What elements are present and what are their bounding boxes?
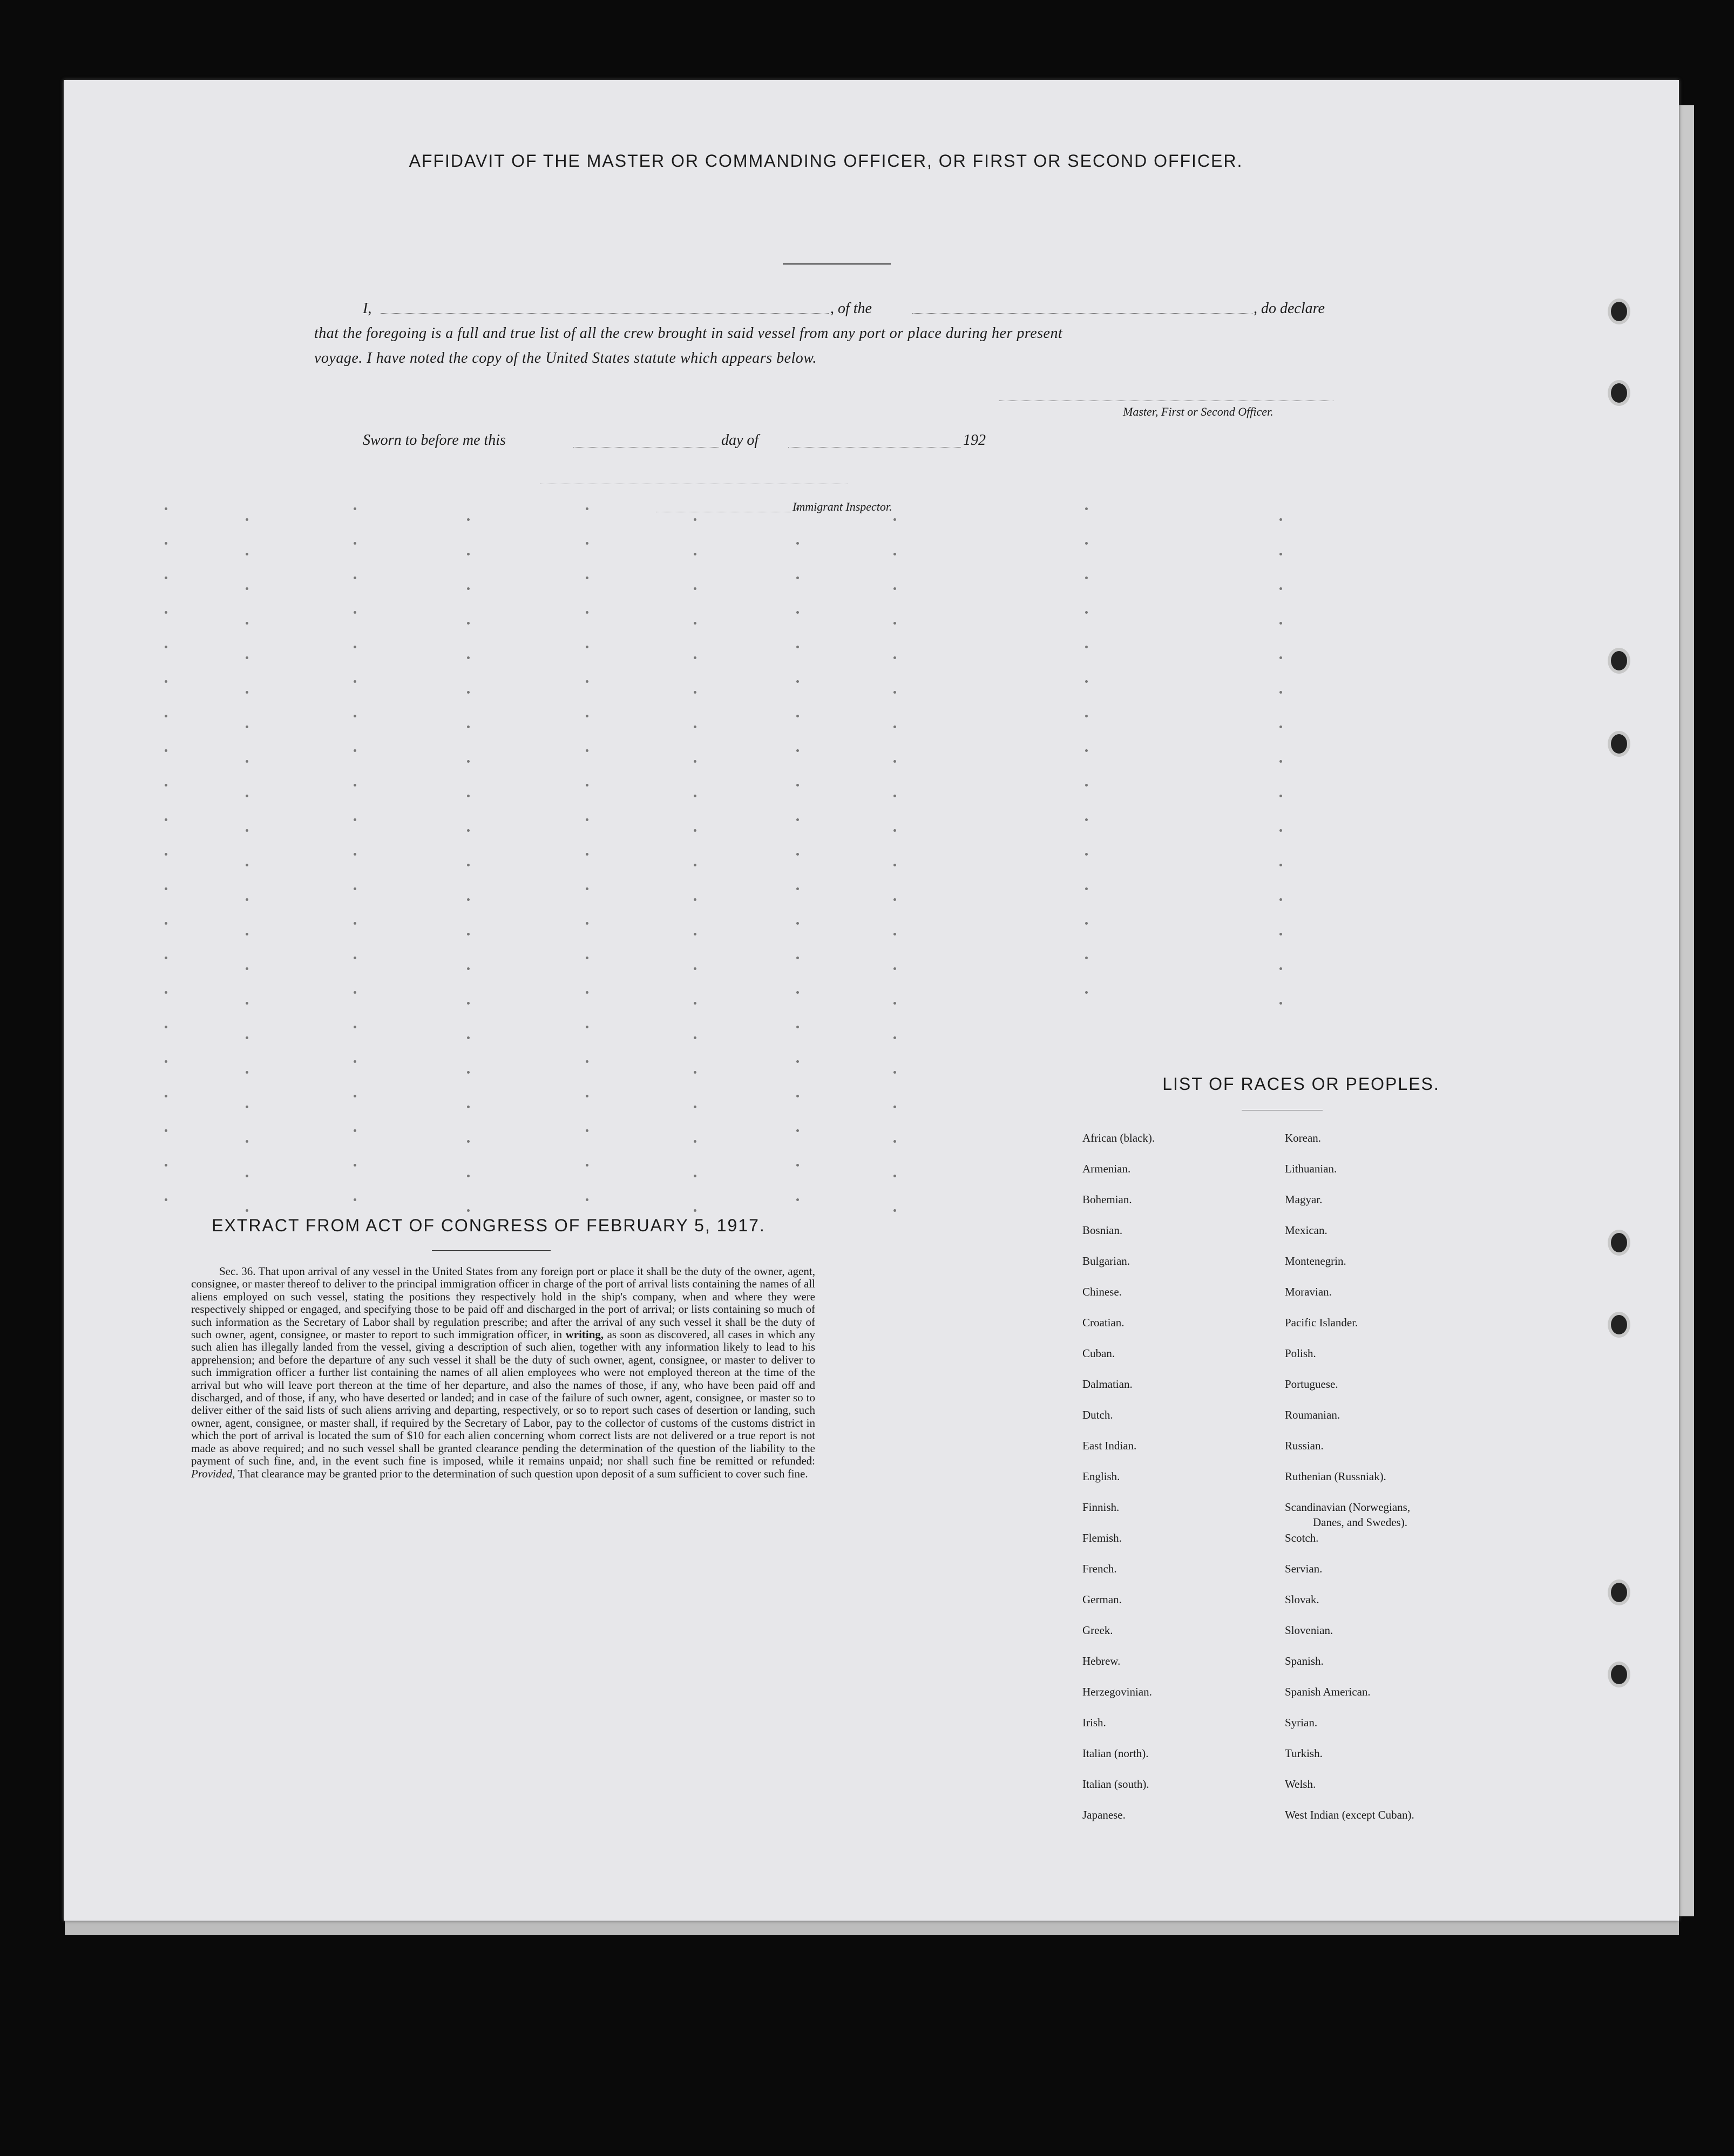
scan-dot [246, 760, 248, 763]
scan-dot [354, 680, 356, 683]
scan-dot [893, 864, 896, 866]
scan-dot [1279, 967, 1282, 970]
scan-dot [246, 1036, 248, 1039]
scan-dot [354, 784, 356, 787]
extract-underline [432, 1250, 551, 1251]
punch-hole [1608, 1662, 1630, 1687]
punch-hole [1608, 1230, 1630, 1256]
scan-dot [354, 715, 356, 717]
scan-dot [586, 577, 588, 579]
scan-dot [586, 542, 588, 545]
scan-dot [246, 726, 248, 728]
scan-dot [165, 853, 167, 856]
scan-dot [1085, 784, 1088, 787]
scan-dot [796, 853, 799, 856]
scan-dot [1085, 922, 1088, 925]
race-item: Japanese. [1082, 1808, 1126, 1821]
race-item: Dalmatian. [1082, 1378, 1133, 1391]
race-item: Magyar. [1285, 1193, 1323, 1206]
scan-dot [1279, 864, 1282, 866]
scan-dot [354, 507, 356, 510]
race-item: Finnish. [1082, 1501, 1120, 1514]
race-item: Welsh. [1285, 1778, 1316, 1791]
scan-dot [165, 1164, 167, 1167]
scan-dot [354, 1026, 356, 1028]
race-item: Croatian. [1082, 1316, 1125, 1329]
section-number: Sec. 36. [219, 1265, 256, 1278]
scan-dot [246, 1209, 248, 1212]
scan-dot [1279, 622, 1282, 625]
scan-dot [354, 1095, 356, 1097]
scan-dot [1085, 715, 1088, 717]
scan-dot [893, 760, 896, 763]
scan-dot [893, 1036, 896, 1039]
scan-dot [694, 1175, 696, 1177]
race-item: Servian. [1285, 1562, 1323, 1575]
race-item: Bulgarian. [1082, 1255, 1130, 1267]
scan-dot [1279, 553, 1282, 555]
race-item: Polish. [1285, 1347, 1316, 1360]
race-item: Dutch. [1082, 1408, 1113, 1421]
scan-dot [354, 577, 356, 579]
scan-dot [1085, 887, 1088, 890]
scan-dot [1085, 749, 1088, 752]
scan-dot [1279, 829, 1282, 832]
scan-dot [1279, 898, 1282, 901]
scan-dot [796, 922, 799, 925]
scan-dot [354, 922, 356, 925]
scan-dot [467, 1175, 470, 1177]
scan-dot [796, 749, 799, 752]
punch-hole [1608, 731, 1630, 757]
scan-dot [893, 1106, 896, 1108]
race-item: Scandinavian (Norwegians, [1285, 1501, 1411, 1514]
scan-dot [354, 1164, 356, 1167]
scan-dot [796, 957, 799, 959]
race-item: Korean. [1285, 1131, 1322, 1144]
scan-dot [467, 1002, 470, 1005]
scan-dot [165, 749, 167, 752]
race-item: Lithuanian. [1285, 1162, 1337, 1175]
scan-dot [467, 760, 470, 763]
scan-dot [796, 1198, 799, 1201]
scan-dot [354, 1129, 356, 1132]
scan-dot [694, 518, 696, 521]
scan-dot [165, 577, 167, 579]
scan-dot [694, 587, 696, 590]
race-item: Bohemian. [1082, 1193, 1132, 1206]
scan-dot [1085, 957, 1088, 959]
scan-dot [1085, 507, 1088, 510]
signature-caption: Master, First or Second Officer. [1123, 405, 1274, 418]
scan-dot [165, 1129, 167, 1132]
scan-dot [586, 749, 588, 752]
inspector-caption: Immigrant Inspector. [793, 500, 892, 513]
scan-dot [467, 1209, 470, 1212]
scan-dot [246, 864, 248, 866]
provided-emphasis: Provided, [191, 1467, 235, 1480]
scan-dot [694, 656, 696, 659]
scan-dot [796, 1060, 799, 1063]
race-item: Slovenian. [1285, 1624, 1333, 1637]
scan-dot [796, 1129, 799, 1132]
scan-dot [694, 726, 696, 728]
scan-dot [246, 1106, 248, 1108]
scan-dot [586, 1026, 588, 1028]
name-blank[interactable] [381, 313, 829, 314]
race-item: Irish. [1082, 1716, 1106, 1729]
scan-dot [1085, 680, 1088, 683]
day-of-label: day of [721, 432, 759, 449]
scan-dot [246, 829, 248, 832]
race-item: Greek. [1082, 1624, 1113, 1637]
scan-dot [893, 1071, 896, 1074]
scan-dot [165, 1095, 167, 1097]
race-item: Bosnian. [1082, 1224, 1123, 1237]
scan-dot [165, 784, 167, 787]
scan-dot [586, 1198, 588, 1201]
writing-emphasis: writing, [565, 1328, 604, 1341]
scan-dot [796, 1164, 799, 1167]
race-item: Italian (north). [1082, 1747, 1149, 1760]
race-item: Russian. [1285, 1439, 1324, 1452]
scan-dot [893, 518, 896, 521]
do-declare-label: , do declare [1254, 300, 1325, 317]
scan-dot [893, 622, 896, 625]
scan-dot [165, 611, 167, 614]
scan-dot [1085, 577, 1088, 579]
scan-dot [354, 887, 356, 890]
scan-dot [893, 553, 896, 555]
scan-dot [1085, 542, 1088, 545]
scan-dot [893, 691, 896, 694]
race-item: Italian (south). [1082, 1778, 1149, 1791]
scan-dot [694, 967, 696, 970]
punch-hole [1608, 299, 1630, 324]
scan-dot [354, 749, 356, 752]
scan-dot [893, 829, 896, 832]
scan-dot [467, 967, 470, 970]
scan-dot [1279, 933, 1282, 935]
race-item: Turkish. [1285, 1747, 1323, 1760]
scan-dot [694, 898, 696, 901]
scan-dot [796, 577, 799, 579]
scan-dot [586, 784, 588, 787]
scan-dot [246, 1002, 248, 1005]
scan-dot [354, 818, 356, 821]
scan-dot [586, 507, 588, 510]
scan-dot [467, 1140, 470, 1143]
scan-dot [165, 957, 167, 959]
scan-dot [467, 587, 470, 590]
race-item: Spanish. [1285, 1655, 1324, 1667]
document-page [64, 80, 1679, 1921]
scan-dot [796, 715, 799, 717]
declaration-line-2: voyage. I have noted the copy of the United States statute which appears below. [314, 350, 817, 367]
scan-dot [586, 853, 588, 856]
scan-dot [165, 1198, 167, 1201]
races-title: LIST OF RACES OR PEOPLES. [1162, 1074, 1440, 1094]
scan-dot [467, 622, 470, 625]
scan-dot [893, 1002, 896, 1005]
race-item: Montenegrin. [1285, 1255, 1346, 1267]
scan-dot [1279, 795, 1282, 797]
scan-dot [586, 611, 588, 614]
punch-hole [1608, 648, 1630, 674]
sworn-label: Sworn to before me this [363, 432, 506, 449]
scan-dot [246, 587, 248, 590]
scan-dot [586, 818, 588, 821]
scan-dot [1279, 726, 1282, 728]
scan-dot [893, 933, 896, 935]
scan-dot [246, 1175, 248, 1177]
scan-dot [354, 611, 356, 614]
year-label: 192 [963, 432, 986, 449]
race-item: Slovak. [1285, 1593, 1319, 1606]
race-item: Hebrew. [1082, 1655, 1121, 1667]
scan-dot [1279, 760, 1282, 763]
race-item: Armenian. [1082, 1162, 1131, 1175]
scan-dot [467, 933, 470, 935]
punch-hole [1608, 380, 1630, 406]
scan-dot [586, 1129, 588, 1132]
scan-dot [165, 1026, 167, 1028]
scan-dot [467, 1071, 470, 1074]
punch-hole [1608, 1579, 1630, 1605]
punch-hole [1608, 1312, 1630, 1338]
scan-dot [694, 795, 696, 797]
race-item: Ruthenian (Russniak). [1285, 1470, 1386, 1483]
scan-dot [165, 542, 167, 545]
scan-dot [354, 542, 356, 545]
scan-dot [467, 518, 470, 521]
scan-dot [467, 691, 470, 694]
race-item: Pacific Islander. [1285, 1316, 1358, 1329]
scan-dot [694, 1106, 696, 1108]
scan-dot [467, 795, 470, 797]
scan-dot [893, 1175, 896, 1177]
race-item: German. [1082, 1593, 1122, 1606]
scan-dot [354, 1198, 356, 1201]
scan-dot [796, 1095, 799, 1097]
scan-dot [694, 933, 696, 935]
scan-dot [1279, 518, 1282, 521]
scan-dot [893, 1209, 896, 1212]
scan-dot [586, 646, 588, 648]
scan-dot [467, 726, 470, 728]
scan-dot [586, 957, 588, 959]
race-item: Herzegovinian. [1082, 1685, 1152, 1698]
scan-dot [354, 1060, 356, 1063]
scan-dot [796, 611, 799, 614]
race-item: Chinese. [1082, 1285, 1122, 1298]
month-blank[interactable] [788, 447, 961, 448]
scan-dot [1085, 611, 1088, 614]
race-item: Danes, and Swedes). [1313, 1516, 1407, 1529]
scan-dot [467, 864, 470, 866]
scan-dot [796, 1026, 799, 1028]
scan-dot [694, 1140, 696, 1143]
scan-dot [467, 1036, 470, 1039]
scan-dot [246, 898, 248, 901]
scan-dot [893, 967, 896, 970]
scan-dot [354, 957, 356, 959]
title-underline [783, 263, 891, 265]
race-item: Flemish. [1082, 1531, 1122, 1544]
scan-dot [893, 726, 896, 728]
scan-dot [467, 898, 470, 901]
scan-dot [694, 1036, 696, 1039]
scan-dot [467, 656, 470, 659]
scan-dot [1279, 1002, 1282, 1005]
scan-dot [893, 795, 896, 797]
scan-dot [694, 864, 696, 866]
race-item: Moravian. [1285, 1285, 1332, 1298]
race-item: French. [1082, 1562, 1117, 1575]
declaration-line-1: that the foregoing is a full and true list of all the crew brought in said vessel from any port or place during her present [314, 325, 1063, 342]
race-item: English. [1082, 1470, 1120, 1483]
scan-dot [246, 518, 248, 521]
scan-dot [893, 898, 896, 901]
scan-dot [165, 887, 167, 890]
vessel-blank[interactable] [912, 313, 1252, 314]
scan-dot [586, 1060, 588, 1063]
scan-dot [586, 715, 588, 717]
race-item: Cuban. [1082, 1347, 1115, 1360]
scan-dot [165, 507, 167, 510]
scan-dot [796, 818, 799, 821]
scan-dot [165, 715, 167, 717]
day-blank[interactable] [573, 447, 719, 448]
scan-dot [1085, 818, 1088, 821]
of-the-label: , of the [830, 300, 872, 317]
race-item: Scotch. [1285, 1531, 1319, 1544]
scan-dot [246, 1071, 248, 1074]
scan-dot [586, 991, 588, 994]
scan-dot [893, 656, 896, 659]
race-item: Portuguese. [1285, 1378, 1338, 1391]
scan-dot [354, 646, 356, 648]
scan-dot [694, 1071, 696, 1074]
i-label: I, [363, 300, 372, 317]
scan-dot [1279, 587, 1282, 590]
scan-dot [796, 991, 799, 994]
statute-text: Sec. 36. That upon arrival of any vessel in the United States from any foreign port or place it shall be the duty of the owner, agent, consignee, or master thereof to deliver to the principal immigration officer in charge of the port of arrival lists containing the names of all aliens employed on such vessel, stating the positions they respectively hold in the ship's company, when and where they were respectively shipped or engaged, and specifying those to be paid off and discharged in the port of arrival; or lists containing so much of such information as the Secretary of Labor shall by regulation prescribe; and after the arrival of any such vessel it shall be the duty of such owner, agent, consignee, or master to report to such immigration officer, in writing, as soon as discovered, all cases in which any such alien has illegally landed from the vessel, giving a description of such alien, together with any information likely to lead to his apprehension; and before the departure of any such vessel it shall be the duty of such owner, agent, consignee, or master to deliver to such immigration officer a further list containing the names of all alien employees who were not employed thereon at the time of the arrival but who will leave port thereon at the time of her departure, and also the names of those, if any, who have been paid off and discharged, and of those, if any, who have deserted or landed; and in case of the failure of such owner, agent, consignee, or master so to deliver either of the said lists of such aliens arriving and departing, respectively, or so to report such cases of desertion or landing, such owner, agent, consignee, or master shall, if required by the Secretary of Labor, pay to the collector of customs of the customs district in which the port of arrival is located the sum of $10 for each alien concerning whom correct lists are not delivered or a true report is not made as above required; and no such vessel shall be granted clearance pending the determination of the question of the liability to the payment of such fine, and, in the event such fine is imposed, while it remains unpaid; nor shall such fine be remitted or refunded: Provided, That clearance may be granted prior to the determination of such question upon deposit of a sum sufficient to cover such fine. [191, 1265, 816, 1480]
scan-dot [354, 991, 356, 994]
scan-dot [586, 1095, 588, 1097]
extract-title: EXTRACT FROM ACT OF CONGRESS OF FEBRUARY 5, 1917. [212, 1216, 766, 1235]
race-item: Spanish American. [1285, 1685, 1371, 1698]
scan-dot [1085, 991, 1088, 994]
scan-dot [1085, 646, 1088, 648]
scan-dot [246, 553, 248, 555]
scan-dot [246, 795, 248, 797]
scan-dot [246, 656, 248, 659]
scan-dot [165, 991, 167, 994]
race-item: East Indian. [1082, 1439, 1137, 1452]
scan-dot [246, 1140, 248, 1143]
scan-dot [586, 1164, 588, 1167]
scan-dot [165, 646, 167, 648]
scan-dot [694, 1209, 696, 1212]
scan-dot [1279, 691, 1282, 694]
scan-dot [354, 853, 356, 856]
scan-dot [694, 829, 696, 832]
scan-dot [246, 967, 248, 970]
race-item: Mexican. [1285, 1224, 1327, 1237]
scan-dot [467, 829, 470, 832]
scan-dot [694, 1002, 696, 1005]
scan-dot [467, 553, 470, 555]
scan-dot [246, 622, 248, 625]
scan-dot [586, 922, 588, 925]
scan-dot [796, 646, 799, 648]
race-item: Roumanian. [1285, 1408, 1340, 1421]
scan-dot [796, 542, 799, 545]
scan-dot [694, 760, 696, 763]
scan-dot [893, 587, 896, 590]
scan-dot [893, 1140, 896, 1143]
scan-dot [165, 922, 167, 925]
scan-dot [246, 691, 248, 694]
scan-dot [246, 933, 248, 935]
race-item: African (black). [1082, 1131, 1155, 1144]
scan-dot [586, 887, 588, 890]
scan-dot [1085, 853, 1088, 856]
scan-dot [165, 680, 167, 683]
scan-dot [586, 680, 588, 683]
scan-dot [796, 680, 799, 683]
scan-dot [165, 818, 167, 821]
race-item: Syrian. [1285, 1716, 1318, 1729]
scan-dot [694, 622, 696, 625]
scan-dot [796, 784, 799, 787]
scan-dot [467, 1106, 470, 1108]
affidavit-title: AFFIDAVIT OF THE MASTER OR COMMANDING OFFICER, OR FIRST OR SECOND OFFICER. [409, 151, 1243, 171]
scan-dot [694, 691, 696, 694]
race-item: West Indian (except Cuban). [1285, 1808, 1414, 1821]
scan-dot [796, 887, 799, 890]
scan-dot [694, 553, 696, 555]
scan-dot [1279, 656, 1282, 659]
scan-dot [165, 1060, 167, 1063]
